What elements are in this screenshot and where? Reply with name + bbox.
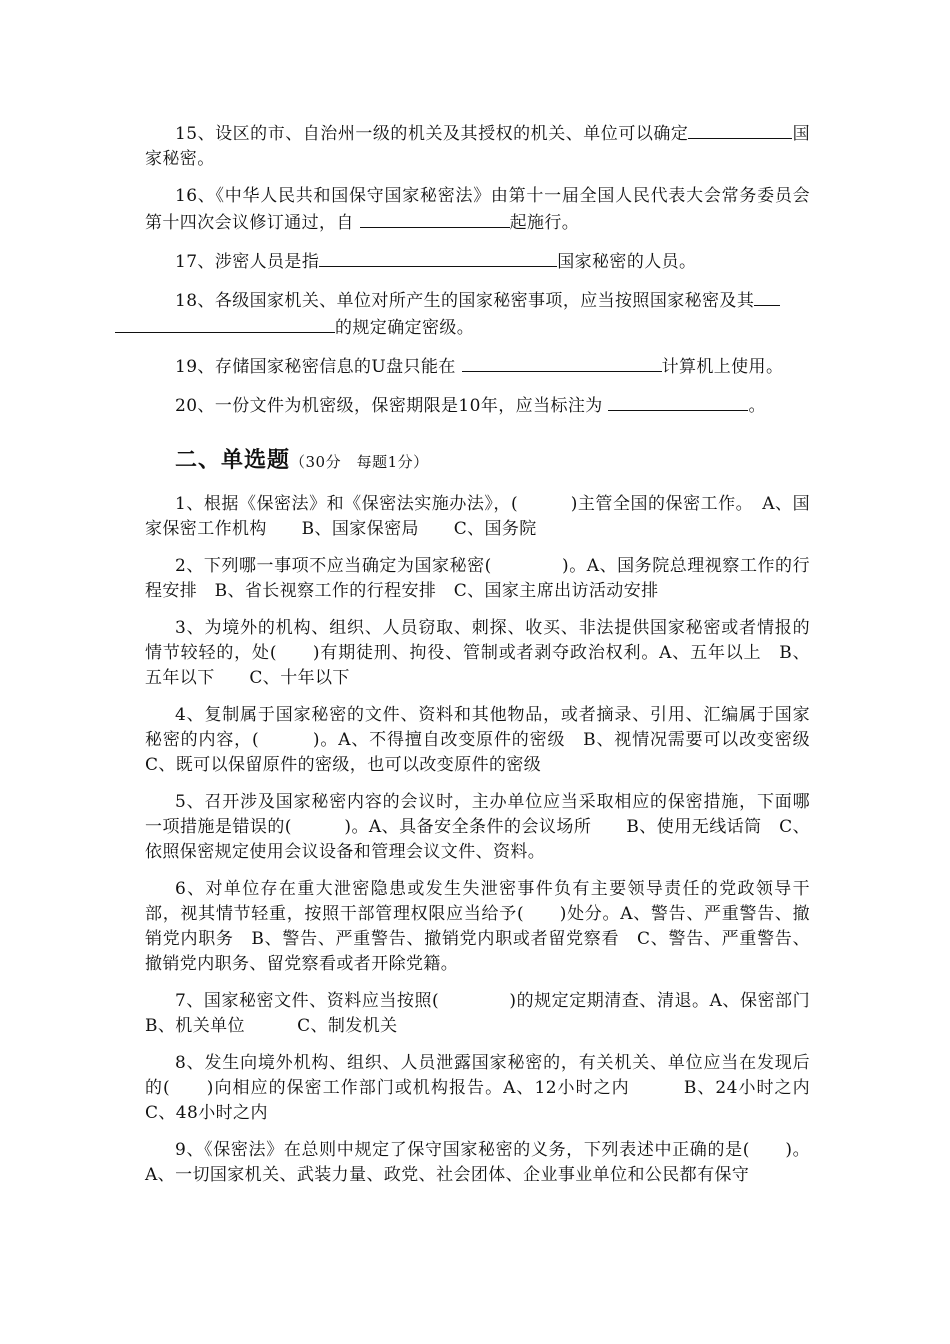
- answer-blank[interactable]: [319, 248, 557, 267]
- fill-blank-q20: [145, 392, 810, 419]
- document-page: [145, 120, 863, 1200]
- question-text: 18、各级国家机关、单位对所产生的国家秘密事项，应当按照国家秘密及其: [175, 291, 755, 311]
- question-8: 8、发生向境外机构、组织、人员泄露国家秘密的，有关机关、单位应当在发现后的( )向相应的保密工作部门或机构报告。A、12小时之内 B、24小时之内 C、48小时之内: [145, 1053, 845, 1123]
- question-text: 15、设区的市、自治州一级的机关及其授权的机关、单位可以确定: [175, 124, 689, 144]
- question-5: 5、召开涉及国家秘密内容的会议时，主办单位应当采取相应的保密措施，下面哪一项措施是错误的( )。A、具备安全条件的会议场所 B、使用无线话筒 C、依照保密规定使用会议设备和管理会议文件、资料。: [145, 792, 810, 862]
- question-text: 20、一份文件为机密级，保密期限是10年，应当标注为: [175, 396, 609, 416]
- answer-blank[interactable]: [462, 353, 662, 372]
- fill-blank-q17: [145, 248, 810, 275]
- question-6: 6、对单位存在重大泄密隐患或发生失泄密事件负有主要领导责任的党政领导干部，视其情节轻重，按照干部管理权限应当给予( )处分。A、警告、严重警告、撤销党内职务 B、警告、严重警告、撤销党内职或者留党察看 C、警告、严重警告、撤销党内职务、留党察看或者开除党籍。: [145, 879, 810, 974]
- question-text: 国家秘密。: [145, 124, 810, 169]
- fill-blank-q19: [145, 353, 810, 380]
- fill-blank-q18: [145, 287, 810, 341]
- section-heading: [175, 443, 810, 474]
- question-text: 的规定确定密级。: [335, 318, 475, 338]
- answer-blank[interactable]: [754, 287, 780, 306]
- question-text: 国家秘密的人员。: [557, 252, 697, 272]
- section-score-note: （30分 每题1分）: [290, 453, 429, 471]
- section-title: 二、单选题: [175, 448, 291, 473]
- question-3: 3、为境外的机构、组织、人员窃取、刺探、收买、非法提供国家秘密或者情报的情节较轻的，处( )有期徒刑、拘役、管制或者剥夺政治权利。A、五年以上 B、五年以下 C、十年以下: [145, 618, 810, 688]
- question-text: 19、存储国家秘密信息的U盘只能在: [175, 357, 462, 377]
- question-text: 计算机上使用。: [661, 357, 784, 377]
- question-2: 2、下列哪一事项不应当确定为国家秘密( )。A、国务院总理视察工作的行程安排 B、省长视察工作的行程安排 C、国家主席出访活动安排: [145, 556, 810, 601]
- question-1: 1、根据《保密法》和《保密法实施办法》，( )主管全国的保密工作。 A、国家保密工作机构 B、国家保密局 C、国务院: [145, 494, 810, 539]
- answer-blank-continued[interactable]: [115, 314, 335, 333]
- question-9: 9、《保密法》在总则中规定了保守国家秘密的义务，下列表述中正确的是( )。A、一切国家机关、武装力量、政党、社会团体、企业事业单位和公民都有保守: [145, 1140, 810, 1185]
- answer-blank[interactable]: [360, 209, 510, 228]
- question-text: 17、涉密人员是指: [175, 252, 320, 272]
- answer-blank[interactable]: [608, 392, 748, 411]
- answer-blank[interactable]: [688, 120, 792, 139]
- question-text: 16、《中华人民共和国保守国家秘密法》由第十一届全国人民代表大会常务委员会第十四次会议修订通过，自: [145, 186, 810, 233]
- fill-blank-q15: [145, 120, 810, 172]
- fill-blank-q16: [145, 184, 810, 236]
- question-text: 起施行。: [509, 213, 580, 233]
- question-7: 7、国家秘密文件、资料应当按照( )的规定定期清查、清退。A、保密部门 B、机关单位 C、制发机关: [145, 991, 863, 1036]
- question-4: 4、复制属于国家秘密的文件、资料和其他物品，或者摘录、引用、汇编属于国家秘密的内容，( )。A、不得擅自改变原件的密级 B、视情况需要可以改变密级 C、既可以保留原件的密级，也可以改变原件的密级: [145, 705, 828, 775]
- question-text: 。: [748, 396, 766, 416]
